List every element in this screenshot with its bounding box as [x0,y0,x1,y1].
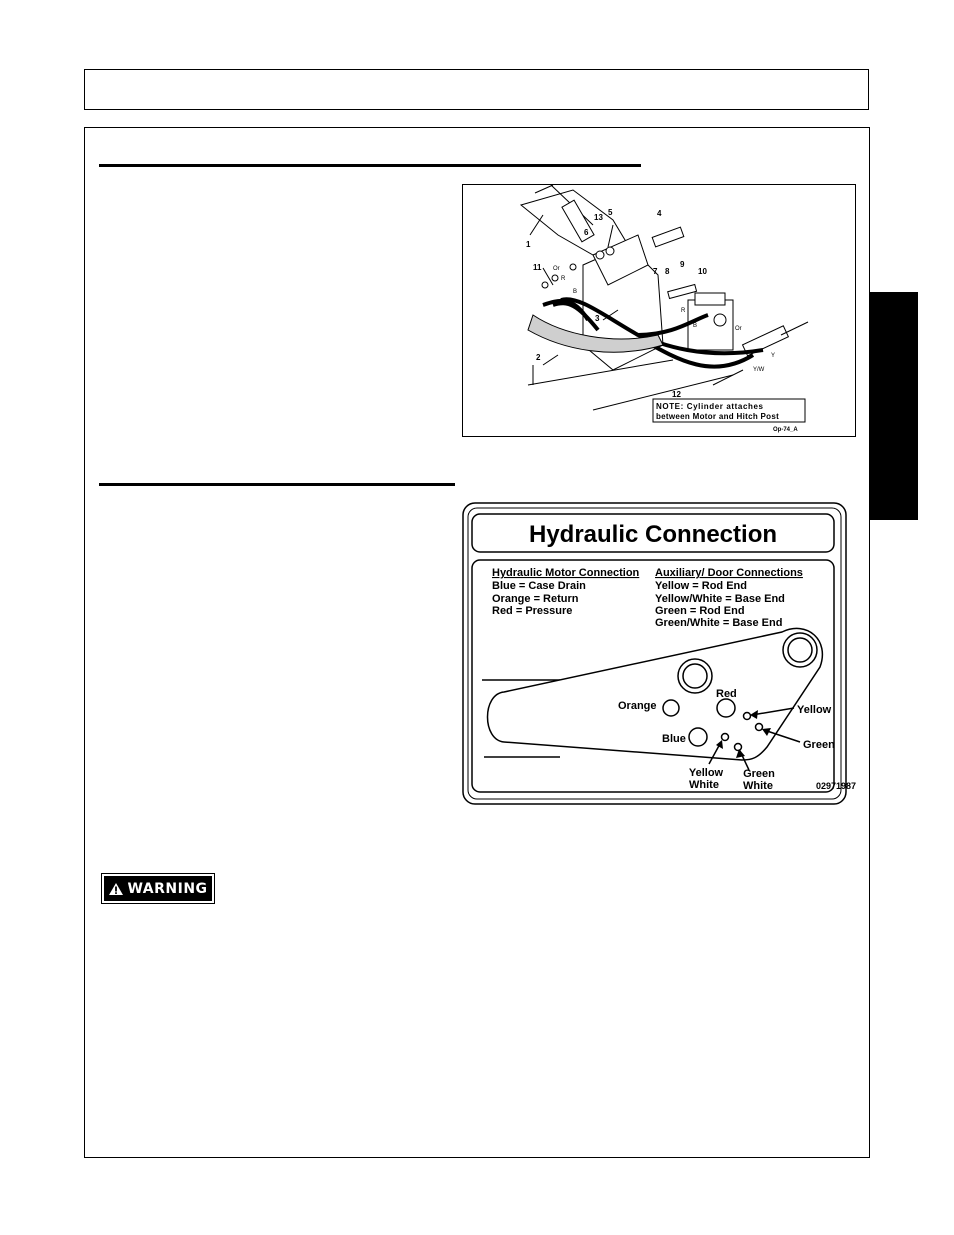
hose-label-b: B [693,323,698,329]
hose-label-or: Or [735,326,742,332]
callout-12: 12 [672,390,681,399]
hose-label-yw: Y/W [753,367,765,373]
callout-3: 3 [595,314,600,323]
page-header-box [84,69,869,110]
motor-item: Red = Pressure [492,605,573,617]
aux-item: Green/White = Base End [655,617,783,629]
callout-5: 5 [608,208,613,217]
yellow-white-label: White [689,779,719,791]
note-line-1: NOTE: Cylinder attaches [656,402,764,411]
hose-label-y: Y [771,353,776,359]
orange-label: Orange [618,700,657,712]
figure-id: Op-74_A [773,427,798,433]
hose-label-r: R [681,308,686,314]
motor-item: Orange = Return [492,593,579,605]
callout-4: 4 [657,209,662,218]
aux-item: Yellow = Rod End [655,580,747,592]
red-port [717,699,735,717]
motor-item: Blue = Case Drain [492,580,586,592]
callout-9: 9 [680,260,685,269]
callout-8: 8 [665,267,670,276]
callout-10: 10 [698,267,707,276]
red-label: Red [716,688,737,700]
motor-connection-heading: Hydraulic Motor Connection [492,567,640,579]
section-rule [99,483,455,486]
yellow-white-label: Yellow [688,767,724,779]
hose-label-or: Or [553,266,560,272]
aux-item: Yellow/White = Base End [655,593,785,605]
hydraulic-connection-decal [462,502,857,811]
callout-6: 6 [584,228,589,237]
yellow-label: Yellow [797,704,832,716]
decal-title: Hydraulic Connection [528,521,778,548]
callout-7: 7 [653,267,658,276]
aux-item: Green = Rod End [655,605,745,617]
orange-port [663,700,679,716]
yellow-white-port [722,734,729,741]
callout-11: 11 [533,263,542,272]
aux-connection-heading: Auxiliary/ Door Connections [655,567,803,579]
yellow-port [744,713,751,720]
hose-routing-illustration [463,185,855,436]
decal-illustration [462,502,857,806]
section-side-tab [869,292,918,520]
hose-label-b: B [573,289,578,295]
warning-triangle-icon [108,882,124,896]
green-label: Green [803,739,835,751]
warning-signal-label [101,873,215,904]
callout-1: 1 [526,240,531,249]
green-white-label: White [743,780,773,792]
green-white-label: Green [743,768,775,780]
callout-13: 13 [594,213,603,222]
hose-label-r: R [561,276,566,282]
hose-routing-figure [462,184,856,437]
green-white-port [735,744,742,751]
note-line-2: between Motor and Hitch Post [656,412,780,421]
green-port [756,724,763,731]
decal-part-number: 02971987 [816,781,857,791]
warning-text: WARNING [127,880,208,897]
blue-label: Blue [662,733,686,745]
blue-port [689,728,707,746]
callout-2: 2 [536,353,541,362]
section-rule [99,164,641,167]
